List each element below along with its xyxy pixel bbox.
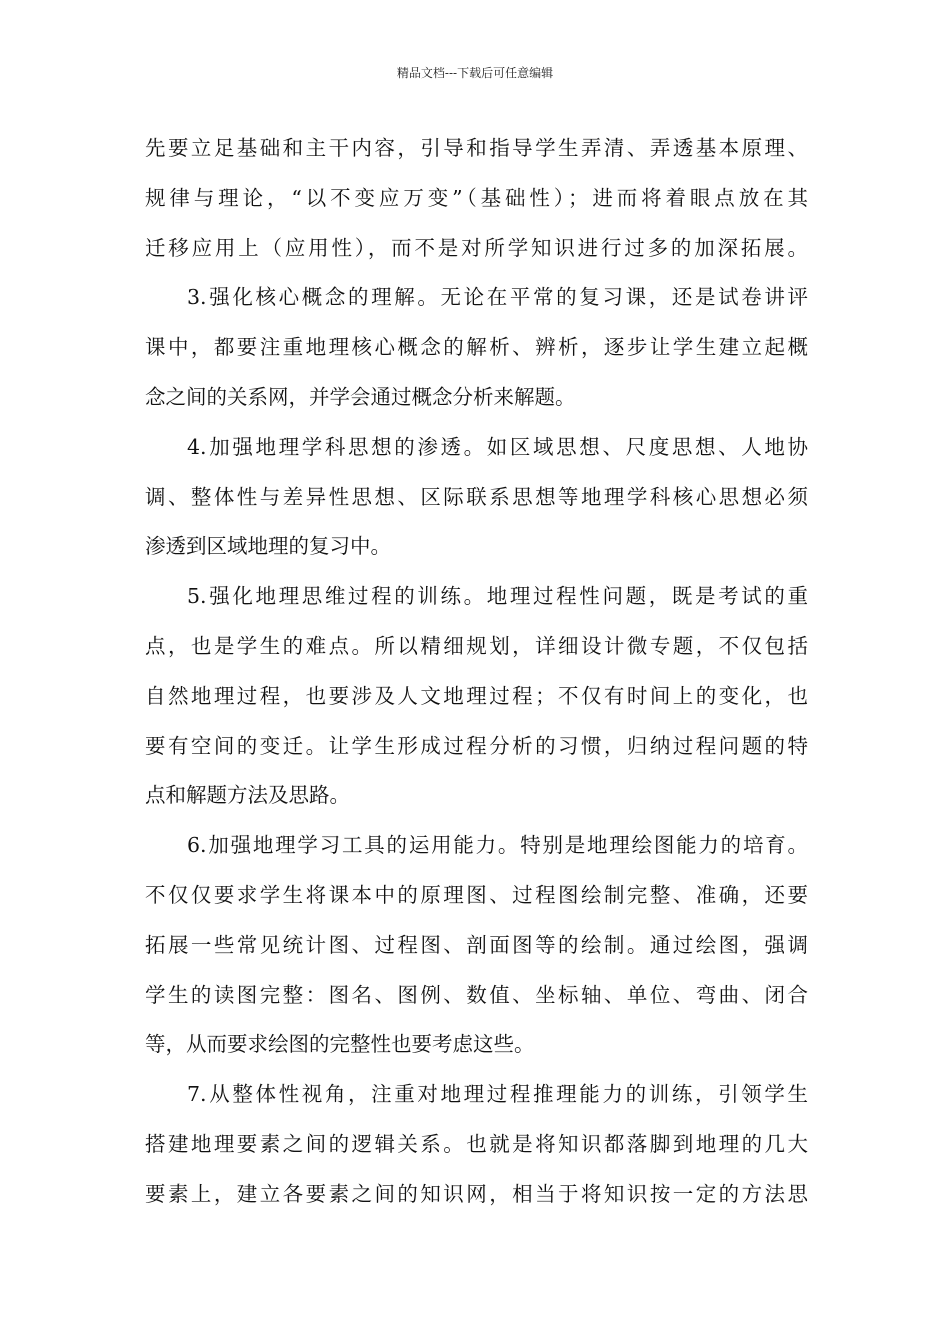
paragraph-line: 渗透到区域地理的复习中。: [145, 534, 391, 559]
paragraph-line: 点和解题方法及思路。: [145, 783, 350, 808]
paragraph-line: 5.强化地理思维过程的训练。地理过程性问题，既是考试的重: [187, 584, 808, 609]
paragraph-line: 3.强化核心概念的理解。无论在平常的复习课，还是试卷讲评: [187, 285, 808, 310]
paragraph-5: [145, 821, 808, 1070]
paragraph-line: 点，也是学生的难点。所以精细规划，详细设计微专题，不仅包括: [145, 633, 808, 658]
document-body: [145, 124, 808, 1220]
paragraph-6: [145, 1070, 808, 1219]
paragraph-line: 先要立足基础和主干内容，引导和指导学生弄清、弄透基本原理、: [145, 136, 808, 160]
paragraph-line: 等，从而要求绘图的完整性也要考虑这些。: [145, 1032, 535, 1057]
paragraph-line: 要素上，建立各要素之间的知识网，相当于将知识按一定的方法思: [145, 1181, 808, 1206]
paragraph-line: 7.从整体性视角，注重对地理过程推理能力的训练，引领学生: [187, 1082, 808, 1107]
paragraph-line: 不仅仅要求学生将课本中的原理图、过程图绘制完整、准确，还要: [145, 882, 808, 907]
paragraph-3: [145, 423, 808, 572]
paragraph-line: 课中，都要注重地理核心概念的解析、辨析，逐步让学生建立起概: [145, 335, 808, 360]
paragraph-line: 4.加强地理学科思想的渗透。如区域思想、尺度思想、人地协: [187, 434, 808, 459]
paragraph-line: 要有空间的变迁。让学生形成过程分析的习惯，归纳过程问题的特: [145, 733, 808, 758]
paragraph-line: 念之间的关系网，并学会通过概念分析来解题。: [145, 384, 576, 409]
paragraph-line: 搭建地理要素之间的逻辑关系。也就是将知识都落脚到地理的几大: [145, 1131, 808, 1156]
paragraph-line: 调、整体性与差异性思想、区际联系思想等地理学科核心思想必须: [145, 484, 808, 509]
paragraph-4: [145, 572, 808, 821]
paragraph-2: [145, 273, 808, 422]
paragraph-line: 6.加强地理学习工具的运用能力。特别是地理绘图能力的培育。: [187, 833, 808, 858]
paragraph-1: [145, 124, 808, 273]
paragraph-line: 规律与理论，“以不变应万变”（基础性）；进而将着眼点放在其: [145, 185, 808, 210]
paragraph-line: 自然地理过程，也要涉及人文地理过程；不仅有时间上的变化，也: [145, 683, 808, 708]
page-header: 精品文档---下载后可任意编辑: [396, 66, 554, 80]
paragraph-line: 迁移应用上（应用性），而不是对所学知识进行过多的加深拓展。: [145, 235, 808, 260]
paragraph-line: 拓展一些常见统计图、过程图、剖面图等的绘制。通过绘图，强调: [145, 932, 808, 957]
paragraph-line: 学生的读图完整：图名、图例、数值、坐标轴、单位、弯曲、闭合: [145, 982, 808, 1007]
